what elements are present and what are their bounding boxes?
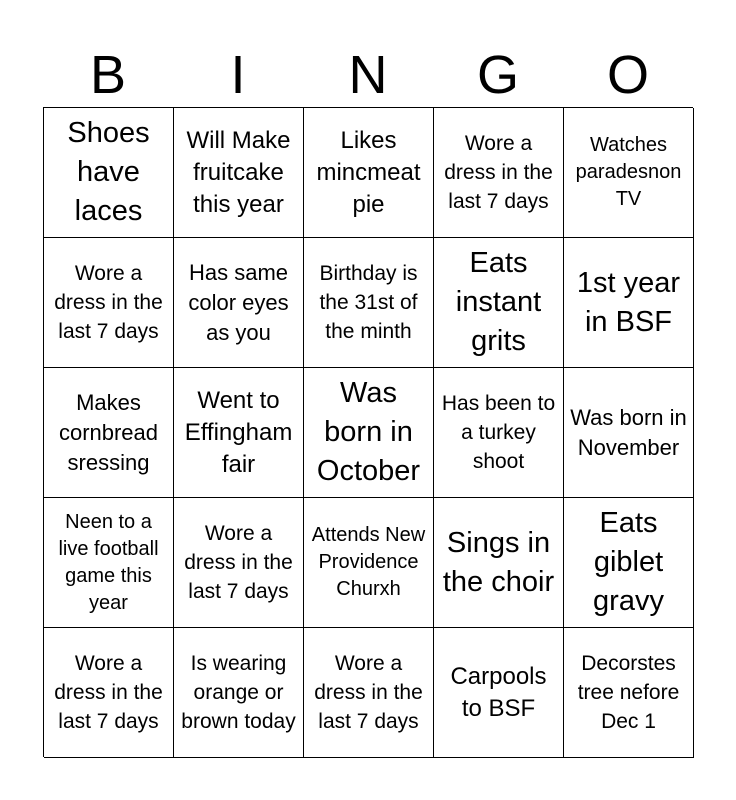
bingo-cell-r3c2[interactable] (174, 368, 304, 498)
bingo-cell-r2c4[interactable] (434, 238, 564, 368)
cell-text: Birthday is the 31st of the minth (319, 262, 418, 343)
header-letter-i: I (230, 45, 246, 105)
bingo-cell-r1c1[interactable] (44, 108, 174, 238)
bingo-cell-r5c5[interactable] (564, 628, 694, 758)
bingo-cell-r4c5[interactable] (564, 498, 694, 628)
bingo-grid (43, 107, 693, 757)
header-letter-g: G (476, 45, 519, 105)
bingo-cell-r1c4[interactable] (434, 108, 564, 238)
bingo-cell-r2c2[interactable] (174, 238, 304, 368)
bingo-cell-r5c2[interactable] (174, 628, 304, 758)
bingo-cell-r2c5[interactable] (564, 238, 694, 368)
bingo-cell-r1c3[interactable] (304, 108, 434, 238)
cell-text: Went to Effingham fair (184, 386, 293, 478)
cell-text: Has same color eyes as you (188, 259, 289, 345)
cell-text: Shoes have laces (67, 117, 150, 227)
bingo-cell-r3c1[interactable] (44, 368, 174, 498)
cell-text: Watches paradesnon TV (575, 134, 682, 210)
bingo-cell-r4c2[interactable] (174, 498, 304, 628)
cell-text: Carpools to BSF (450, 662, 547, 722)
cell-text: Makes cornbread sressing (58, 389, 159, 475)
cell-text: Wore a dress in the last 7 days (54, 652, 163, 733)
cell-text: Was born in October (316, 377, 421, 487)
bingo-cell-r4c3[interactable] (304, 498, 434, 628)
header-letter-o: O (606, 45, 649, 105)
cell-text: Eats instant grits (455, 247, 542, 357)
bingo-cell-r3c4[interactable] (434, 368, 564, 498)
bingo-cell-r5c4[interactable] (434, 628, 564, 758)
header-letter-b: B (89, 45, 127, 105)
bingo-cell-r2c1[interactable] (44, 238, 174, 368)
cell-text: Eats giblet gravy (593, 507, 664, 617)
cell-text: Decorstes tree nefore Dec 1 (577, 652, 680, 733)
cell-text: 1st year in BSF (576, 266, 681, 338)
bingo-cell-r1c5[interactable] (564, 108, 694, 238)
cell-text: Attends New Providence Churxh (311, 524, 426, 600)
bingo-cell-r5c3[interactable] (304, 628, 434, 758)
header-letter-n: N (348, 45, 388, 105)
bingo-cell-r3c3[interactable] (304, 368, 434, 498)
bingo-cell-r5c1[interactable] (44, 628, 174, 758)
bingo-cell-r4c4[interactable] (434, 498, 564, 628)
bingo-cell-r2c3[interactable] (304, 238, 434, 368)
cell-text: Wore a dress in the last 7 days (54, 262, 163, 343)
cell-text: Wore a dress in the last 7 days (314, 652, 423, 733)
cell-text: Sings in the choir (442, 526, 555, 598)
cell-text: Wore a dress in the last 7 days (184, 522, 293, 603)
cell-text: Wore a dress in the last 7 days (444, 132, 553, 213)
bingo-cell-r3c5[interactable] (564, 368, 694, 498)
cell-text: Will Make fruitcake this year (186, 126, 291, 218)
cell-text: Neen to a live football game this year (58, 510, 159, 614)
cell-text: Was born in November (570, 404, 687, 460)
bingo-header (43, 40, 693, 108)
cell-text: Likes mincmeat pie (316, 126, 421, 218)
bingo-cell-r4c1[interactable] (44, 498, 174, 628)
cell-text: Is wearing orange or brown today (181, 652, 296, 733)
bingo-cell-r1c2[interactable] (174, 108, 304, 238)
cell-text: Has been to a turkey shoot (441, 392, 556, 473)
